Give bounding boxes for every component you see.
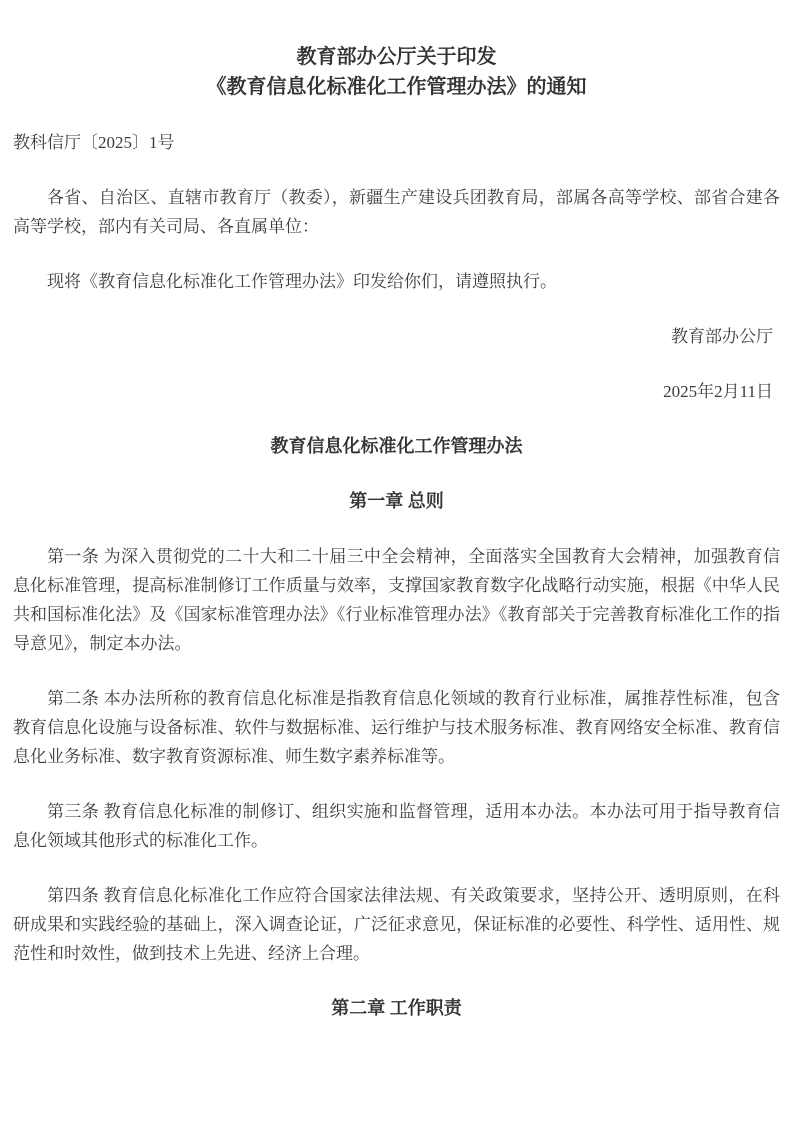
recipients-line: 各省、自治区、直辖市教育厅（教委），新疆生产建设兵团教育局，部属各高等学校、部省合建各高等学校，部内有关司局、各直属单位： [13, 188, 780, 236]
chapter-2-heading: 第二章 工作职责 [331, 998, 462, 1018]
regulation-title: 教育信息化标准化工作管理办法 [270, 436, 523, 456]
article-1: 第一条 为深入贯彻党的二十大和二十届三中全会精神，全面落实全国教育大会精神，加强教育信息化标准管理，提高标准制修订工作质量与效率，支撑国家教育数字化战略行动实施，根据《中华人民共和国标准化法》及《国家标准管理办法》《行业标准管理办法》《教育部关于完善教育标准化工作的指导意见》，制定本办法。 [13, 547, 780, 653]
article-2: 第二条 本办法所称的教育信息化标准是指教育信息化领域的教育行业标准，属推荐性标准，包含教育信息化设施与设备标准、软件与数据标准、运行维护与技术服务标准、教育网络安全标准、教育信息化业务标准、数字教育资源标准、师生数字素养标准等。 [13, 689, 780, 766]
notice-title-line1: 教育部办公厅关于印发 [296, 46, 497, 68]
notice-body: 现将《教育信息化标准化工作管理办法》印发给你们，请遵照执行。 [47, 272, 557, 291]
chapter-1-heading: 第一章 总则 [349, 491, 444, 511]
issuer-signature: 教育部办公厅 [671, 327, 773, 346]
document-number: 教科信厅〔2025〕1号 [13, 133, 175, 152]
notice-title [13, 42, 780, 102]
article-4: 第四条 教育信息化标准化工作应符合国家法律法规、有关政策要求，坚持公开、透明原则，在科研成果和实践经验的基础上，深入调查论证，广泛征求意见，保证标准的必要性、科学性、适用性、规范性和时效性，做到技术上先进、经济上合理。 [13, 886, 780, 963]
notice-title-line2: 《教育信息化标准化工作管理办法》的通知 [206, 76, 587, 98]
issue-date: 2025年2月11日 [663, 382, 773, 401]
article-3: 第三条 教育信息化标准的制修订、组织实施和监督管理，适用本办法。本办法可用于指导教育信息化领域其他形式的标准化工作。 [13, 802, 780, 850]
